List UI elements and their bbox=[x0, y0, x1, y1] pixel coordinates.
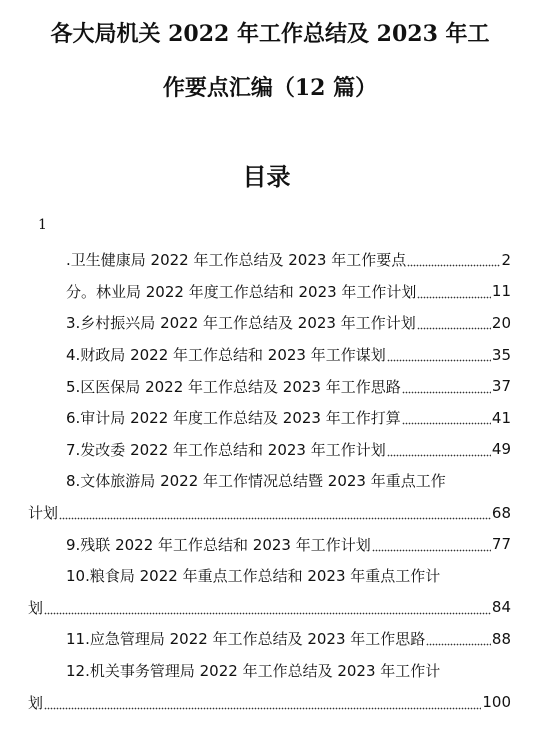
toc-dot-leader bbox=[372, 537, 491, 552]
toc-entry-title: 4.财政局 2022 年工作总结和 2023 年工作谋划 bbox=[66, 346, 386, 365]
toc-entry-page: 77 bbox=[491, 535, 511, 554]
toc-entry[interactable] bbox=[0, 434, 533, 466]
toc-entry-continuation[interactable] bbox=[0, 686, 533, 718]
toc-page-label: 1 bbox=[38, 217, 47, 233]
toc-dot-leader bbox=[426, 631, 491, 646]
toc-dot-leader bbox=[417, 315, 491, 330]
toc-entry[interactable] bbox=[0, 276, 533, 308]
toc-entry-title: 3.乡村振兴局 2022 年工作总结及 2023 年工作计划 bbox=[66, 314, 416, 333]
toc-dot-leader bbox=[402, 410, 491, 425]
toc-entry-title: 9.残联 2022 年工作总结和 2023 年工作计划 bbox=[66, 535, 371, 554]
toc-entry[interactable] bbox=[0, 402, 533, 434]
toc-heading: 目录 bbox=[242, 162, 291, 191]
toc-entry-page: 2 bbox=[501, 250, 511, 269]
toc-entry-title-cont: 划 bbox=[28, 693, 44, 712]
toc-entry[interactable] bbox=[0, 244, 533, 276]
toc-entry[interactable] bbox=[0, 528, 533, 560]
toc-dot-leader bbox=[402, 379, 491, 394]
table-of-contents bbox=[0, 244, 533, 718]
toc-dot-leader bbox=[44, 695, 481, 710]
toc-entry-continuation[interactable] bbox=[0, 497, 533, 529]
toc-entry-page: 88 bbox=[491, 629, 511, 648]
document-title-line-1: 各大局机关 2022 年工作总结及 2023 年工 bbox=[50, 21, 490, 47]
toc-entry-title: 8.文体旅游局 2022 年工作情况总结暨 2023 年重点工作 bbox=[66, 472, 446, 491]
toc-entry-title-cont: 计划 bbox=[28, 504, 59, 523]
toc-entry[interactable] bbox=[0, 370, 533, 402]
toc-entry-continuation[interactable] bbox=[0, 592, 533, 624]
toc-entry[interactable] bbox=[0, 655, 533, 687]
toc-entry[interactable] bbox=[0, 560, 533, 592]
toc-entry-title: 分。林业局 2022 年度工作总结和 2023 年工作计划 bbox=[66, 282, 417, 301]
toc-entry-title: 7.发改委 2022 年工作总结和 2023 年工作计划 bbox=[66, 440, 386, 459]
toc-entry-page: 68 bbox=[491, 503, 511, 522]
toc-entry[interactable] bbox=[0, 307, 533, 339]
toc-entry-page: 49 bbox=[491, 440, 511, 459]
document-title-line-2: 作要点汇编（12 篇） bbox=[162, 75, 378, 101]
toc-entry-page: 41 bbox=[491, 408, 511, 427]
toc-dot-leader bbox=[417, 284, 490, 299]
toc-dot-leader bbox=[387, 442, 491, 457]
toc-entry-page: 84 bbox=[491, 598, 511, 617]
toc-entry-title: 11.应急管理局 2022 年工作总结及 2023 年工作思路 bbox=[66, 630, 426, 649]
toc-entry-page: 35 bbox=[491, 345, 511, 364]
toc-dot-leader bbox=[59, 505, 491, 520]
toc-entry[interactable] bbox=[0, 339, 533, 371]
toc-entry-page: 11 bbox=[491, 282, 511, 301]
toc-entry[interactable] bbox=[0, 623, 533, 655]
toc-entry-title: 5.区医保局 2022 年工作总结及 2023 年工作思路 bbox=[66, 377, 401, 396]
toc-dot-leader bbox=[387, 347, 491, 362]
toc-entry-page: 100 bbox=[482, 693, 511, 712]
toc-entry-title-cont: 划 bbox=[28, 598, 44, 617]
toc-entry[interactable] bbox=[0, 465, 533, 497]
toc-entry-title: 12.机关事务管理局 2022 年工作总结及 2023 年工作计 bbox=[66, 662, 441, 681]
toc-entry-page: 37 bbox=[491, 377, 511, 396]
toc-dot-leader bbox=[407, 252, 500, 267]
toc-entry-title: 6.审计局 2022 年度工作总结及 2023 年工作打算 bbox=[66, 409, 401, 428]
toc-entry-title: 10.粮食局 2022 年重点工作总结和 2023 年重点工作计 bbox=[66, 567, 441, 586]
toc-entry-title: .卫生健康局 2022 年工作总结及 2023 年工作要点 bbox=[66, 251, 407, 270]
toc-entry-page: 20 bbox=[491, 313, 511, 332]
toc-dot-leader bbox=[44, 600, 491, 615]
